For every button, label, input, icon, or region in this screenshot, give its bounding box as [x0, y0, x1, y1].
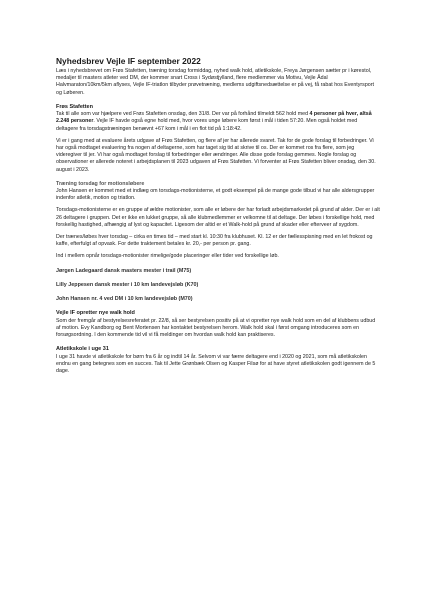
school-paragraph: I uge 31 havde vi atletikskole for børn fra 6 år og indtil 14 år. Selvom vi var færre deltagere end i 2020 og 2021, som må atletikskolen endnu en gang betegnes som en succes. Tak til Jette Grønbæk Olsen og Kasper Filsø for at have styret atletikskolen godt igennem de 5 dage. [56, 353, 376, 375]
intro-paragraph: Læs i nyhedsbrevet om Frøs Stafetten, træning torsdag formiddag, nyhed walk hold, atletikskole, Freya Jørgensen sætter pr i kørestol, medaljer til masters atleter ved DM, der kommer snart Cross i Sydøstjylland, flere medlemmer via Motivu, Vejle Ådal Halvmaraton/10km/5km aflyses, Vejle IF-triatlon tilbyder prøvetræning, medlems udgiftsnedsættelse er på vej, få rabat hos Eventyrsport og Løberen. [56, 68, 374, 96]
training-paragraph-3: Der trænes/løbes hver torsdag – cirka en times tid – med start kl. 10:30 fra klubhuset. Kl. 12 er der fællesspisning med en let frokost og kaffe, efterfulgt af opvask. For dette traktement betales kr. 20,- per person pr. gang. [56, 234, 373, 248]
fros-heading: Frøs Stafetten [56, 103, 93, 110]
training-paragraph-4: Ind i mellem opnår torsdags-motionister rimelige/gode placeringer eller tider ved forskellige løb. [56, 253, 279, 260]
fros-p1-end: . Vejle IF havde også egne hold med, hvor vores unge løbere kom først i mål i tiden 57:20. Men også holdet med deltagere fra torsdagstræningen benævnt +67 kom i mål i en flot tid på 1:18:42. [56, 118, 358, 132]
fros-paragraph-2: Vi er i gang med at evaluere årets udgave af Frøs Stafetten, og flere af jer har allerede svaret. Tak for de gode forslag til forbedringer. Vi har også modtaget evaluering fra nogen af deltagerne, som har taget sig tid at skrive til os. Der er kommet ros fra flere, som jeg videregiver til jer. Vi har også modtaget forslag til forbedringer eller ændringer. Alle disse gode forslag gemmes. Nogle forslag og observationer er allerede noteret i arbejdsplanen til 2023 udgaven af Frøs Stafetten. Vi forventer at Frøs Stafetten bliver onsdag, den 30. august i 2023. [56, 137, 376, 173]
newsletter-body [56, 56, 380, 375]
fros-paragraph-1 [56, 111, 380, 133]
walk-paragraph: Som der fremgår af bestyrelsesreferatet pr. 22/8, så ser bestyrelsen positiv på at vi opretter nye walk hold som en del af klubbens udbud af motion. Evy Kandborg og Bent Mortensen har kontaktet bestyrelsen herom. Walk hold skal i først omgang introduceres som en forsøgsordning. I den kommende tid vil vi få meldinger om hvordan walk hold kan praktiseres. [56, 317, 376, 339]
walk-heading: Vejle IF opretter nye walk hold [56, 310, 135, 317]
result-2: Lilly Jeppesen dansk mester i 10 km landevejsløb (K70) [56, 281, 199, 288]
result-3: John Hansen nr. 4 ved DM i 10 km landevejsløb (M70) [56, 296, 193, 303]
training-paragraph-1: John Hansen er kommet med et indlæg om torsdags-motionisterne, et godt eksempel på de mange gode tilbud vi har alle aldersgrupper indenfor atletik, motion og triatlon. [56, 188, 375, 202]
training-heading: Træning torsdag for motionsløbere [56, 180, 145, 187]
school-heading: Atletikskole i uge 31 [56, 346, 109, 353]
training-paragraph-2: Torsdags-motionisterne er en gruppe af ældre motionister, som alle er løbere der har forladt arbejdsmarkedet på grund af alder. Der er i alt 26 deltagere i gruppen. Det er ikke en lukket gruppe, så alle klubmedlemmer er velkomne til at deltage. Der løbes i forskellige hold, med forskellig hastighed, afhængig af lyst og kapacitet. Ligesom der altid er et Walk-hold på grund af skader eller efterveer af sygdom. [56, 207, 380, 228]
result-1: Jørgen Ladegaard dansk masters mester i trail (M75) [56, 267, 192, 274]
fros-p1-start: Tak til alle som var hjælpere ved Frøs Stafetten onsdag, den 31/8. Der var på forhånd tilmeldt 562 hold med [56, 111, 310, 118]
fros-p1-highlight: 4 personer på hver, altså 2.248 personer [56, 111, 372, 125]
newsletter-title: Nyhedsbrev Vejle IF september 2022 [56, 56, 201, 66]
